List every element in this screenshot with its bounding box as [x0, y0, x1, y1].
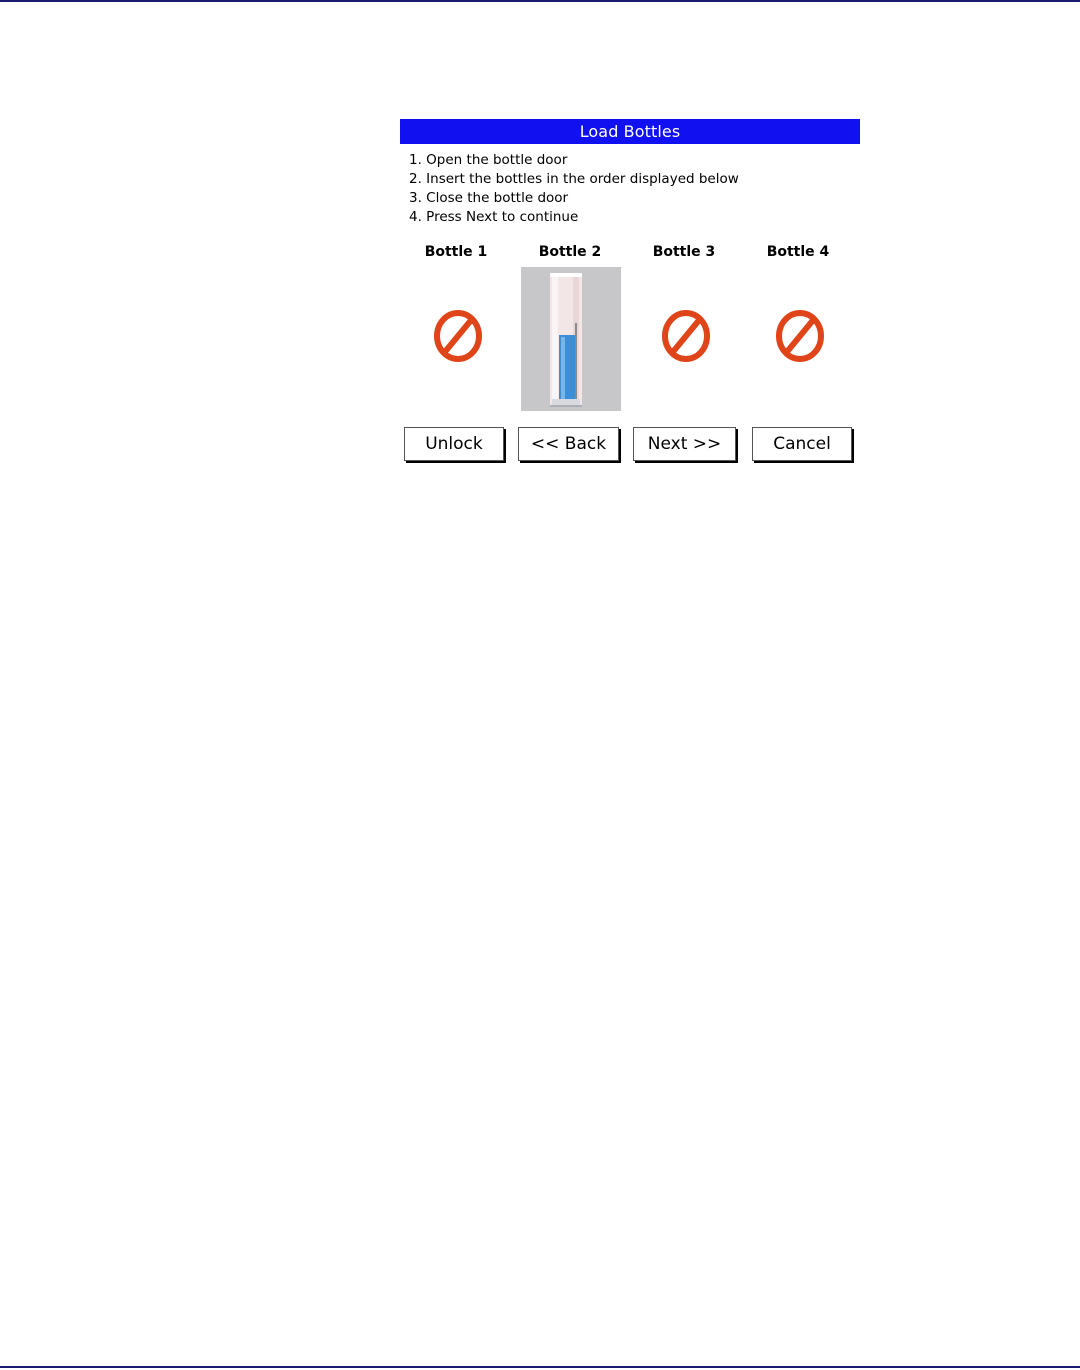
instruction-step: 1. Open the bottle door	[409, 152, 568, 168]
bottle-3-slot	[636, 267, 736, 411]
no-bottle-icon	[433, 309, 483, 363]
instruction-step: 2. Insert the bottles in the order displayed below	[409, 171, 739, 187]
no-bottle-icon	[775, 309, 825, 363]
next-button[interactable]: Next >>	[633, 427, 736, 461]
instruction-step: 4. Press Next to continue	[409, 209, 579, 225]
bottle-3-label: Bottle 3	[652, 244, 716, 260]
instruction-list	[409, 151, 739, 227]
bottle-1-slot	[408, 267, 508, 411]
bottle-4-label: Bottle 4	[766, 244, 830, 260]
bottle-4-slot	[750, 267, 850, 411]
cancel-button[interactable]: Cancel	[752, 427, 852, 461]
back-button[interactable]: << Back	[518, 427, 619, 461]
load-bottles-dialog	[400, 119, 860, 469]
bottle-photo-icon	[521, 267, 621, 411]
bottle-2-slot	[521, 267, 621, 411]
dialog-title: Load Bottles	[400, 119, 860, 144]
bottom-rule	[0, 1366, 1080, 1368]
instruction-step: 3. Close the bottle door	[409, 190, 569, 206]
bottle-1-label: Bottle 1	[424, 244, 488, 260]
bottle-2-label: Bottle 2	[538, 244, 602, 260]
unlock-button[interactable]: Unlock	[404, 427, 504, 461]
no-bottle-icon	[661, 309, 711, 363]
top-rule	[0, 0, 1080, 2]
